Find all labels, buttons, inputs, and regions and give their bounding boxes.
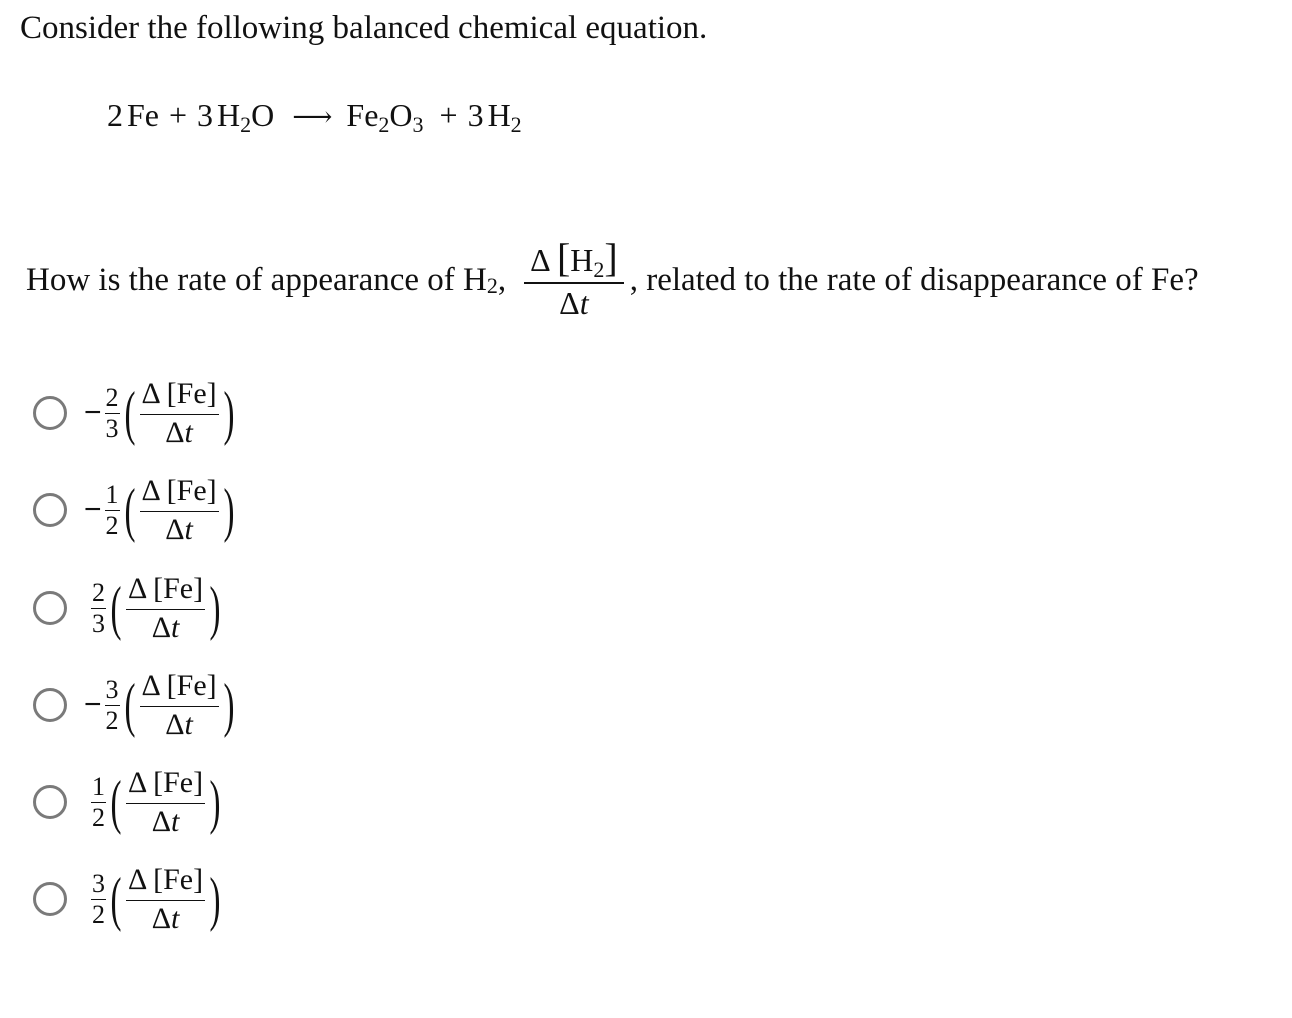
coefficient-numerator: 1 — [105, 479, 119, 509]
fe-rate-fraction — [126, 571, 205, 646]
time-variable: t — [184, 707, 193, 741]
option-expression — [88, 765, 225, 840]
delta-symbol: Δ — [165, 415, 185, 449]
delta-symbol: Δ — [151, 610, 172, 644]
coefficient-denominator: 3 — [105, 413, 119, 443]
fe-rate-denominator — [152, 804, 180, 840]
fe-rate-numerator: Δ [Fe] — [126, 765, 205, 804]
coefficient-numerator: 3 — [92, 868, 105, 898]
reaction-arrow-icon: ⟶ — [292, 100, 333, 133]
h2-rate-numerator: Δ $[H_2]$ — [524, 238, 624, 284]
h2-rate-fraction — [524, 235, 624, 322]
delta-symbol: Δ — [151, 901, 172, 935]
radio-button[interactable] — [33, 688, 67, 722]
reactant-2-coefficient: 3 — [197, 97, 214, 133]
coefficient-numerator: 2 — [105, 382, 119, 412]
option-expression — [84, 376, 239, 451]
coefficient-numerator: 2 — [92, 577, 105, 607]
left-paren: ( — [124, 380, 136, 446]
right-paren: ) — [223, 380, 235, 446]
delta-symbol: Δ — [151, 804, 172, 838]
time-variable: t — [171, 804, 180, 838]
reactant-1-coefficient: 2 — [107, 97, 123, 133]
coefficient-numerator: 1 — [92, 771, 105, 801]
coefficient-fraction — [105, 480, 120, 541]
fe-rate-fraction — [126, 765, 205, 840]
delta-symbol: Δ — [165, 707, 185, 741]
option-expression — [88, 862, 225, 937]
fe-rate-fraction — [126, 862, 205, 937]
coefficient-denominator: 2 — [105, 705, 119, 735]
h2-rate-denominator — [559, 284, 588, 322]
reactant-1: Fe — [127, 97, 159, 133]
fe-rate-denominator — [165, 415, 193, 451]
reactant-2-element: H — [217, 97, 241, 133]
radio-button[interactable] — [33, 591, 67, 625]
radio-button[interactable] — [33, 493, 67, 527]
product-2-element: H — [487, 97, 511, 133]
plus-sign-1: + — [169, 97, 188, 133]
fe-rate-denominator — [165, 512, 193, 548]
coefficient-fraction — [91, 772, 106, 833]
coefficient-fraction — [105, 675, 120, 736]
fe-rate-numerator: Δ [Fe] — [126, 862, 205, 901]
question-text: How is the rate of appearance of H $_2$ , $\frac{\Delta [H_2]}{\Delta t}$ , related to the rate of disappearance of Fe? — [26, 235, 1199, 321]
time-variable: t — [579, 285, 589, 321]
radio-button[interactable] — [33, 396, 67, 430]
minus-sign: − — [84, 396, 102, 429]
coefficient-denominator: 2 — [105, 510, 119, 540]
radio-button[interactable] — [33, 785, 67, 819]
fe-rate-numerator: Δ [Fe] — [126, 571, 205, 610]
product-2-coefficient: 3 — [467, 97, 484, 133]
coefficient-denominator: 2 — [92, 802, 105, 832]
coefficient-fraction — [105, 383, 120, 444]
reactant-2-tail: O — [251, 97, 275, 133]
delta-symbol: Δ — [165, 512, 185, 546]
time-variable: t — [171, 610, 180, 644]
fe-rate-numerator: Δ [Fe] — [140, 376, 219, 415]
fe-rate-denominator — [152, 901, 180, 937]
fe-rate-fraction — [140, 473, 219, 548]
coefficient-fraction — [91, 869, 106, 930]
fe-rate-fraction — [140, 376, 219, 451]
fe-rate-denominator — [152, 610, 180, 646]
coefficient-denominator: 3 — [92, 608, 105, 638]
left-paren: ( — [110, 769, 122, 835]
minus-sign: − — [84, 688, 102, 721]
fe-rate-denominator — [165, 707, 193, 743]
right-paren: ) — [223, 477, 235, 543]
option-expression — [84, 668, 239, 743]
question-tail: , related to the rate of disappearance of Fe? — [629, 261, 1199, 298]
right-paren: ) — [209, 866, 221, 932]
delta-symbol: Δ — [559, 285, 580, 321]
left-paren: ( — [110, 866, 122, 932]
left-paren: ( — [124, 672, 136, 738]
fe-rate-numerator: Δ [Fe] — [140, 473, 219, 512]
fe-rate-numerator: Δ [Fe] — [140, 668, 219, 707]
question-comma: , — [497, 261, 507, 298]
product-1-element-b: O — [389, 97, 413, 133]
right-paren: ) — [209, 575, 221, 641]
time-variable: t — [184, 415, 193, 449]
intro-text: Consider the following balanced chemical equation. — [20, 10, 708, 46]
h2-species-subscript: 2 — [593, 257, 605, 282]
plus-sign-2: + — [439, 97, 458, 133]
coefficient-numerator: 3 — [105, 674, 119, 704]
product-1-element-a: Fe — [346, 97, 379, 133]
minus-sign: − — [84, 493, 102, 526]
option-expression — [84, 473, 239, 548]
radio-button[interactable] — [33, 882, 67, 916]
fe-rate-fraction — [140, 668, 219, 743]
right-paren: ) — [223, 672, 235, 738]
chemical-equation: 2 Fe + 3 H $_2$ O ⟶ Fe $_2$ O $_3$ + 3 H $_2$ — [107, 97, 522, 137]
question-lead: How is the rate of appearance of H — [26, 261, 487, 298]
h2-species: H — [570, 242, 594, 278]
option-expression — [88, 571, 225, 646]
coefficient-denominator: 2 — [92, 899, 105, 929]
time-variable: t — [184, 512, 193, 546]
coefficient-fraction — [91, 578, 106, 639]
delta-symbol: Δ — [530, 242, 549, 278]
time-variable: t — [171, 901, 180, 935]
left-paren: ( — [124, 477, 136, 543]
right-paren: ) — [209, 769, 221, 835]
left-paren: ( — [110, 575, 122, 641]
